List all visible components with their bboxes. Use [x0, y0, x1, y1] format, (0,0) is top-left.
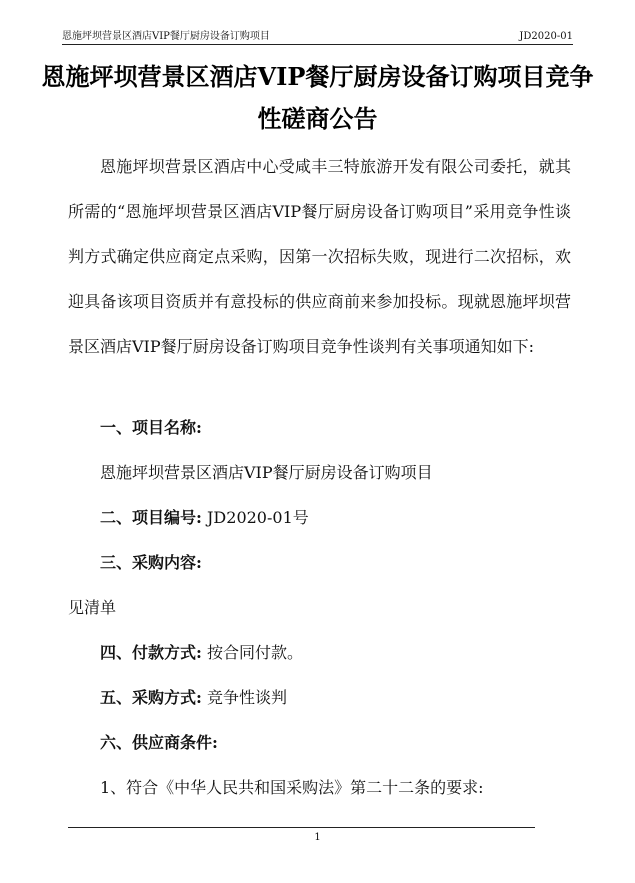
section-3-value: 见清单 [68, 598, 117, 617]
section-6-item-1: 1、符合《中华人民共和国采购法》第二十二条的要求: [100, 778, 484, 797]
page-number: 1 [314, 832, 321, 843]
section-list [68, 405, 571, 810]
section-4-heading: 四、付款方式: [100, 643, 202, 662]
section-4-value: 按合同付款。 [207, 643, 304, 662]
section-2-value: JD2020-01号 [207, 508, 309, 527]
intro-paragraph: 恩施坪坝营景区酒店中心受咸丰三特旅游开发有限公司委托，就其所需的“恩施坪坝营景区酒店VIP餐厅厨房设备订购项目”采用竞争性谈判方式确定供应商定点采购，因第一次招标失败，现进行二次招标，欢迎具备该项目资质并有意投标的供应商前来参加投标。现就恩施坪坝营景区酒店VIP餐厅厨房设备订购项目竞争性谈判有关事项通知如下: [68, 157, 571, 356]
section-4 [68, 630, 571, 675]
section-5-heading: 五、采购方式: [100, 688, 202, 707]
header-project-code: JD2020-01 [519, 31, 573, 42]
running-header [62, 28, 573, 45]
footer-rule [68, 827, 535, 828]
section-5-value: 竞争性谈判 [207, 688, 288, 707]
section-5 [68, 675, 571, 720]
section-2 [68, 495, 571, 540]
section-1-heading: 一、项目名称: [100, 418, 202, 437]
document-title: 恩施坪坝营景区酒店VIP餐厅厨房设备订购项目竞争性磋商公告 [41, 62, 594, 133]
header-project-name: 恩施坪坝营景区酒店VIP餐厅厨房设备订购项目 [62, 31, 270, 42]
section-2-heading: 二、项目编号: [100, 508, 202, 527]
section-6-heading: 六、供应商条件: [100, 733, 218, 752]
section-3-heading: 三、采购内容: [100, 553, 202, 572]
section-1-value: 恩施坪坝营景区酒店VIP餐厅厨房设备订购项目 [100, 463, 433, 482]
